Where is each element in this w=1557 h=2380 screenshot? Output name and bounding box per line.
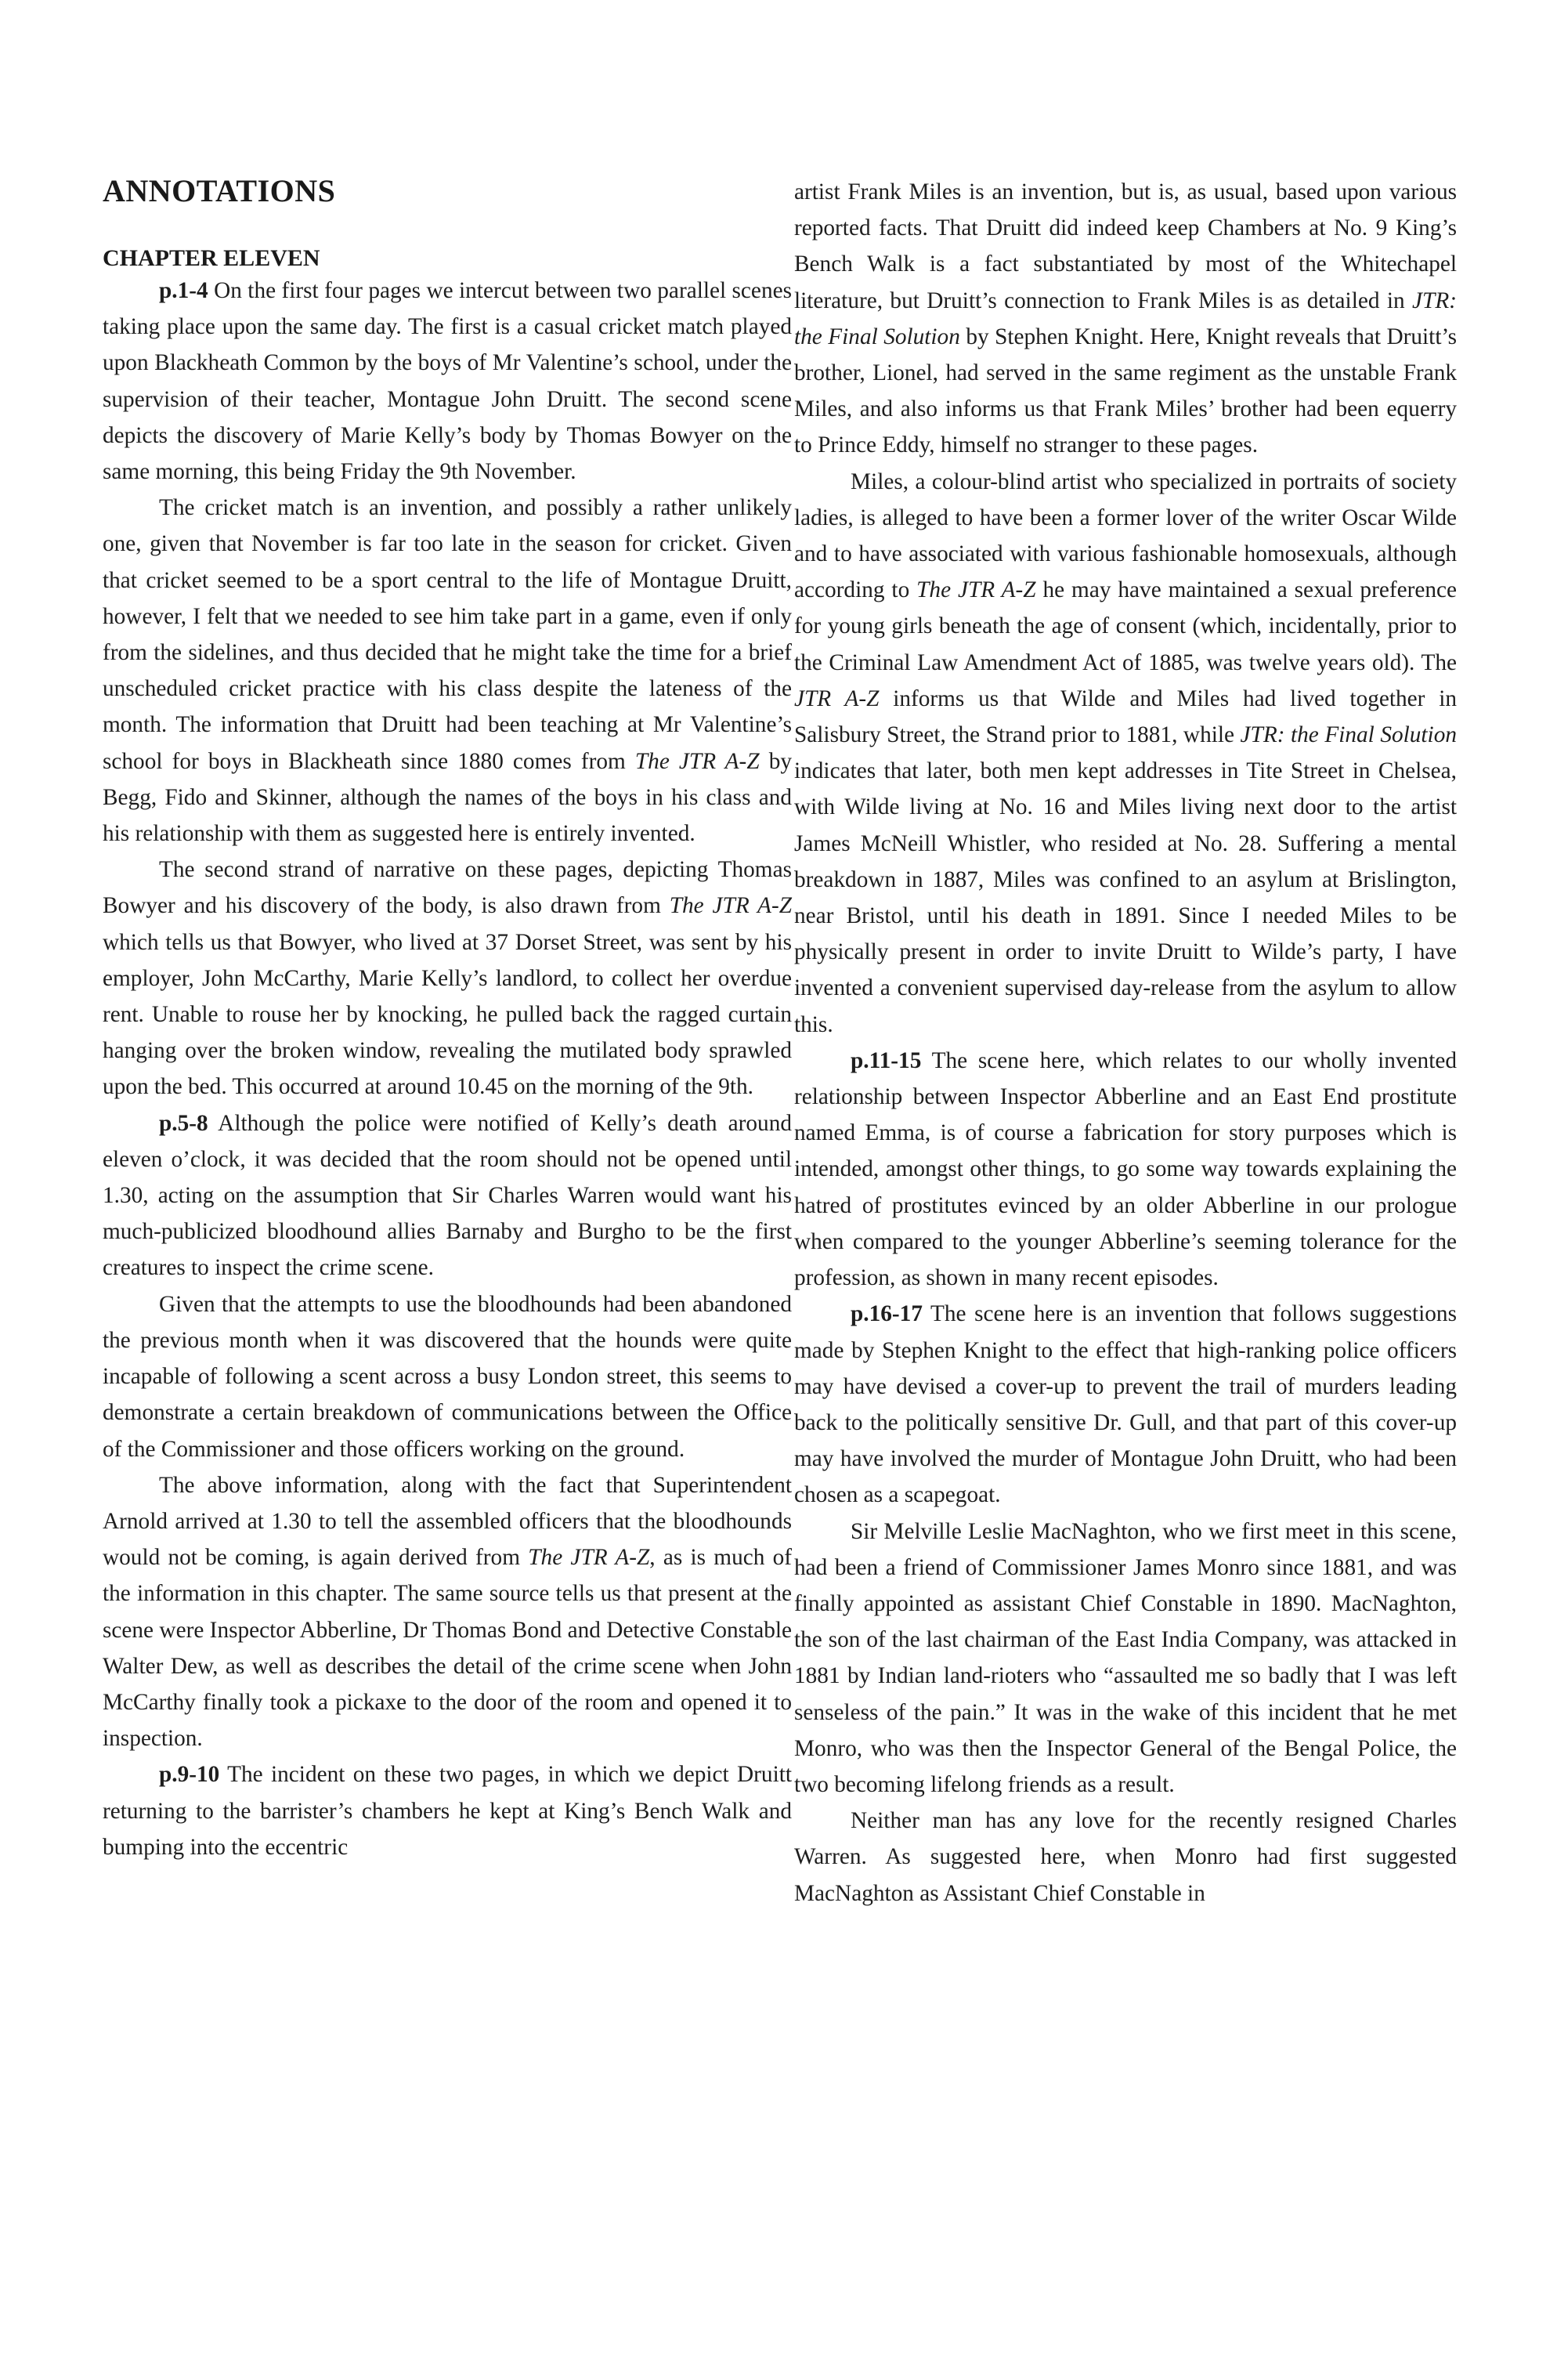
annotation-paragraph: p.9-10 The incident on these two pages, in which we depict Druitt returning to the barrister’s chambers he kept at King’s Bench Walk and bumping into the eccentric xyxy=(103,1762,792,1860)
book-title: JTR: the Final Solution xyxy=(1240,722,1457,748)
annotation-paragraph: The cricket match is an invention, and possibly a rather unlikely one, given that November is far too late in the season for cricket. Given that cricket seemed to be a sport central to the life of Montague Druitt, however, I felt that we needed to see him take part in a game, even if only from the sidelines, and thus decided that he might take the time for a brief unscheduled cricket practice with his class despite the lateness of the month. The information that Druitt had been teaching at Mr Valentine’s school for boys in Blackheath since 1880 comes from The JTR A-Z by Begg, Fido and Skinner, although the names of the boys in his class and his relationship with them as suggested here is entirely invented. xyxy=(103,495,792,847)
annotation-paragraph: p.1-4 On the first four pages we intercut between two parallel scenes taking place upon the same day. The first is a casual cricket match played upon Blackheath Common by the boys of Mr Valentine’s school, under the supervision of their teacher, Montague John Druitt. The second scene depicts the discovery of Marie Kelly’s body by Thomas Bowyer on the same morning, this being Friday the 9th November. xyxy=(103,278,792,485)
page-reference: p.11-15 xyxy=(851,1047,922,1073)
book-title: The JTR A-Z xyxy=(634,748,760,774)
page-title: ANNOTATIONS xyxy=(103,173,336,208)
book-title: JTR A-Z xyxy=(794,685,880,711)
book-title: The JTR A-Z xyxy=(669,893,792,919)
annotation-paragraph: Given that the attempts to use the bloodhounds had been abandoned the previous month when it was discovered that the hounds were quite incapable of following a scent across a busy London street, this seems to demonstrate a certain breakdown of communications between the Office of the Commissioner and those officers working on the ground. xyxy=(103,1291,792,1462)
left-column xyxy=(103,172,792,1865)
book-title: The JTR A-Z xyxy=(528,1545,650,1571)
annotation-paragraph: artist Frank Miles is an invention, but is, as usual, based upon various reported facts. That Druitt did indeed keep Chambers at No. 9 King’s Bench Walk is a fact substantiated by most of the Whitechapel literature, but Druitt’s connection to Frank Miles is as detailed in JTR: the Final Solution by Stephen Knight. Here, Knight reveals that Druitt’s brother, Lionel, had served in the same regiment as the unstable Frank Miles, and also informs us that Frank Miles’ brother had been equerry to Prince Eddy, himself no stranger to these pages. xyxy=(794,179,1457,458)
page-reference: p.16-17 xyxy=(851,1301,923,1327)
page-reference: p.1-4 xyxy=(159,278,208,303)
annotation-paragraph: The above information, along with the fact that Superintendent Arnold arrived at 1.30 to tell the assembled officers that the bloodhounds would not be coming, is again derived from The JTR A-Z, as is much of the information in this chapter. The same source tells us that present at the scene were Inspector Abberline, Dr Thomas Bond and Detective Constable Walter Dew, as well as describes the detail of the crime scene when John McCarthy finally took a pickaxe to the door of the room and opened it to inspection. xyxy=(103,1472,793,1752)
annotation-paragraph: p.11-15 The scene here, which relates to our wholly invented relationship between Inspector Abberline and an East End prostitute named Emma, is of course a fabrication for story purposes which is intended, amongst other things, to go some way towards explaining the hatred of prostitutes evinced by an older Abberline in our prologue when compared to the younger Abberline’s seeming tolerance for the profession, as shown in many recent episodes. xyxy=(794,1047,1457,1291)
page-reference: p.9-10 xyxy=(159,1762,220,1788)
annotation-paragraph: Sir Melville Leslie MacNaghton, who we first meet in this scene, had been a friend of Commissioner James Monro since 1881, and was finally appointed as assistant Chief Constable in 1890. MacNaghton, the son of the last chairman of the East India Company, was attacked in 1881 by Indian land-rioters who “assaulted me so badly that I was left senseless of the pain.” It was in the wake of this incident that he met Monro, who was then the Inspector General of the Bengal Police, the two becoming lifelong friends as a result. xyxy=(794,1518,1457,1797)
book-title: The JTR A-Z xyxy=(916,577,1036,603)
annotation-paragraph: p.5-8 Although the police were notified of Kelly’s death around eleven o’clock, it was decided that the room should not be opened until 1.30, acting on the assumption that Sir Charles Warren would want his much-publicized bloodhound allies Barnaby and Burgho to be the first creatures to inspect the crime scene. xyxy=(103,1110,792,1281)
annotation-paragraph: Miles, a colour-blind artist who specialized in portraits of society ladies, is alleged to have been a former lover of the writer Oscar Wilde and to have associated with various fashionable homosexuals, although according to The JTR A-Z he may have maintained a sexual preference for young girls beneath the age of consent (which, incidentally, prior to the Criminal Law Amendment Act of 1885, was twelve years old). The JTR A-Z informs us that Wilde and Miles had lived together in Salisbury Street, the Strand prior to 1881, while JTR: the Final Solution indicates that later, both men kept addresses in Tite Street in Chelsea, with Wilde living at No. 16 and Miles living next door to the artist James McNeill Whistler, who resided at No. 28. Suffering a mental breakdown in 1887, Miles was confined to an asylum at Brislington, near Bristol, until his death in 1891. Since I needed Miles to be physically present in order to invite Druitt to Wilde’s party, I have invented a convenient supervised day-release from the asylum to allow this. xyxy=(794,468,1457,1037)
page-reference: p.5-8 xyxy=(159,1110,208,1136)
book-title: JTR: the Final Solution xyxy=(794,288,1457,349)
annotation-paragraph: The second strand of narrative on these pages, depicting Thomas Bowyer and his discovery of the body, is also drawn from The JTR A-Z which tells us that Bowyer, who lived at 37 Dorset Street, was sent by his employer, John McCarthy, Marie Kelly’s landlord, to collect her overdue rent. Unable to rouse her by knocking, he pulled back the ragged curtain hanging over the broken window, revealing the mutilated body sprawled upon the bed. This occurred at around 10.45 on the morning of the 9th. xyxy=(103,857,792,1100)
annotation-paragraph: Neither man has any love for the recently resigned Charles Warren. As suggested here, when Monro had first suggested MacNaghton as Assistant Chief Constable in xyxy=(794,1808,1457,1906)
chapter-heading: CHAPTER ELEVEN xyxy=(103,245,320,271)
right-column xyxy=(794,174,1457,1912)
right-body xyxy=(794,174,1457,1912)
left-body xyxy=(103,273,792,1865)
annotation-paragraph: p.16-17 The scene here is an invention that follows suggestions made by Stephen Knight to the effect that high-ranking police officers may have devised a cover-up to prevent the trail of murders leading back to the politically sensitive Dr. Gull, and that part of this cover-up may have involved the murder of Montague John Druitt, who had been chosen as a scapegoat. xyxy=(794,1301,1457,1508)
